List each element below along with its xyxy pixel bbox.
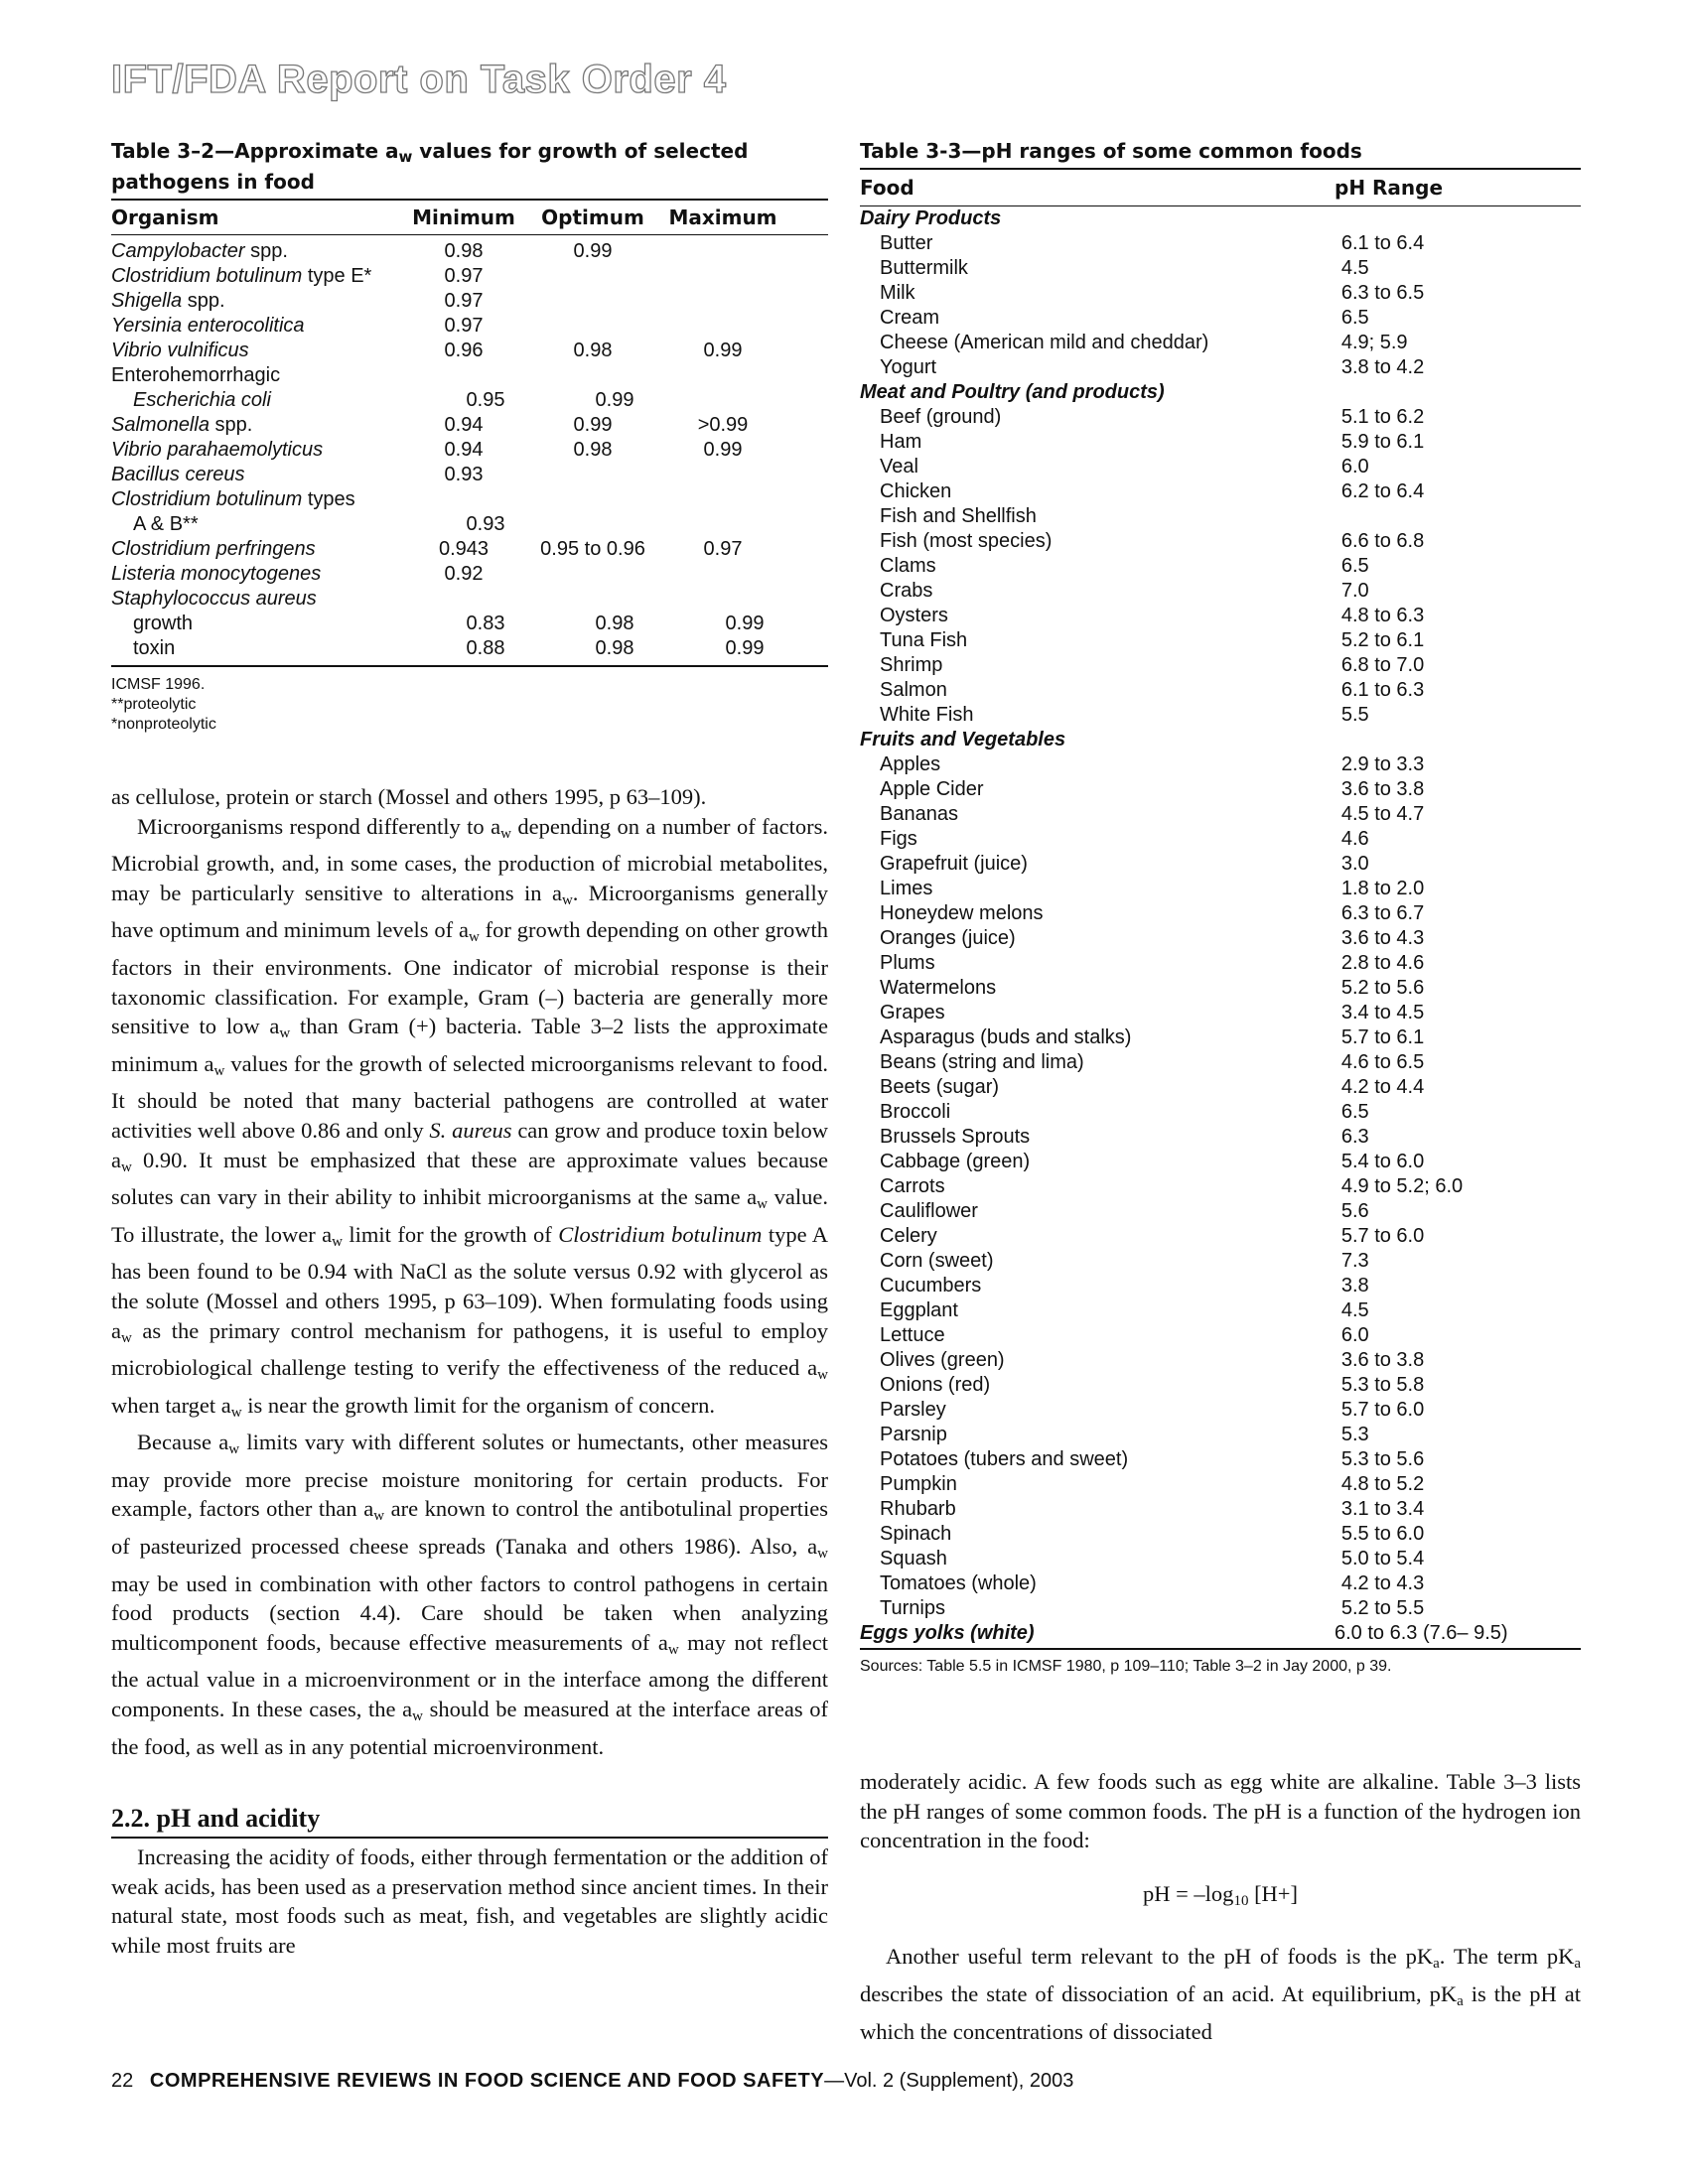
ph-cell: 5.3 to 5.8 [1340, 1374, 1425, 1396]
ph-cell: 3.8 [1340, 1275, 1369, 1297]
ph-cell: 1.8 to 2.0 [1340, 878, 1425, 899]
table-row [860, 951, 1581, 976]
ph-cell: 5.7 to 6.1 [1340, 1026, 1425, 1048]
table-row [111, 463, 828, 487]
optimum-cell: 0.99 [595, 389, 634, 411]
food-cell: Cream [880, 307, 940, 329]
table-header-row [111, 201, 828, 234]
table-row [860, 1348, 1581, 1373]
ph-cell: 6.2 to 6.4 [1340, 480, 1425, 502]
ph-cell: 4.9 to 5.2; 6.0 [1340, 1175, 1464, 1197]
ph-cell: 5.7 to 6.0 [1340, 1399, 1425, 1421]
table-row [860, 1174, 1581, 1199]
note: *nonproteolytic [111, 716, 216, 733]
food-cell: Olives (green) [880, 1349, 1005, 1371]
ph-cell: 3.6 to 4.3 [1340, 927, 1425, 949]
food-cell: Ham [880, 431, 922, 453]
table-row [860, 1398, 1581, 1423]
table-row [111, 512, 828, 537]
food-cell: Eggplant [880, 1299, 958, 1321]
table-row [860, 1274, 1581, 1298]
table-row [860, 1249, 1581, 1274]
ph-formula: pH = $-\log_{10}$ [H+] [1142, 1880, 1298, 1909]
table-row [111, 289, 828, 314]
table-3-3 [860, 168, 1581, 1650]
ph-cell: 3.6 to 3.8 [1340, 1349, 1425, 1371]
optimum-cell: 0.98 [573, 340, 613, 361]
ph-cell: 6.5 [1340, 555, 1369, 577]
organism-cell: Vibrio parahaemolyticus [111, 439, 324, 461]
table-row [860, 1150, 1581, 1174]
organism-cell: growth [133, 613, 194, 634]
food-cell: Oranges (juice) [880, 927, 1016, 949]
organism-cell: toxin [133, 637, 176, 659]
ph-cell: 5.3 to 5.6 [1340, 1448, 1425, 1470]
table-row [111, 438, 828, 463]
left-column [111, 139, 828, 1961]
food-cell: Spinach [880, 1523, 952, 1545]
table-row [111, 339, 828, 363]
food-cell: Fish and Shellfish [880, 505, 1037, 527]
minimum-cell: 0.92 [444, 563, 484, 585]
table-row [860, 628, 1581, 653]
food-cell: Salmon [880, 679, 947, 701]
food-cell: Grapes [880, 1002, 945, 1024]
organism-cell: Escherichia coli [133, 389, 271, 411]
food-cell: Apple Cider [880, 778, 984, 800]
table-3-2-caption: Table 3–2—Approximate $a_w$ values for growth of selected pathogens in food [111, 139, 749, 194]
ph-cell: 2.9 to 3.3 [1340, 753, 1425, 775]
ph-cell: 7.0 [1340, 580, 1369, 602]
ph-cell: 4.2 to 4.4 [1340, 1076, 1425, 1098]
food-cell: Beef (ground) [880, 406, 1002, 428]
column-header-optimum: Optimum [541, 205, 644, 229]
table-row [860, 1596, 1581, 1621]
food-cell: Cauliflower [880, 1200, 978, 1222]
table-row [860, 802, 1581, 827]
food-cell: Oysters [880, 605, 948, 626]
food-cell: Plums [880, 952, 935, 974]
food-cell: Celery [880, 1225, 937, 1247]
ph-cell: 3.8 to 4.2 [1340, 356, 1425, 378]
table-row [860, 1323, 1581, 1348]
ph-cell: 5.2 to 6.1 [1340, 629, 1425, 651]
category-row [860, 206, 1581, 231]
table-row [860, 1224, 1581, 1249]
ph-cell: 5.5 [1340, 704, 1369, 726]
ph-cell: 6.5 [1340, 1101, 1369, 1123]
ph-cell: 6.3 [1340, 1126, 1369, 1148]
ph-cell: 3.6 to 3.8 [1340, 778, 1425, 800]
food-cell: Crabs [880, 580, 933, 602]
table-row [860, 926, 1581, 951]
minimum-cell: 0.94 [444, 414, 484, 436]
table-row [860, 976, 1581, 1001]
food-cell: Turnips [880, 1597, 945, 1619]
table-row [111, 388, 828, 413]
maximum-cell: 0.99 [725, 637, 765, 659]
table-row [111, 264, 828, 289]
food-cell: Bananas [880, 803, 958, 825]
maximum-cell: 0.99 [703, 439, 743, 461]
table-row [860, 1075, 1581, 1100]
organism-cell: Listeria monocytogenes [111, 563, 322, 585]
journal-name: COMPREHENSIVE REVIEWS IN FOOD SCIENCE AND FOOD SAFETY [149, 2070, 825, 2092]
food-cell: Yogurt [880, 356, 937, 378]
ph-cell: 5.5 to 6.0 [1340, 1523, 1425, 1545]
food-cell: Pumpkin [880, 1473, 957, 1495]
food-cell: Carrots [880, 1175, 945, 1197]
paragraph: moderately acidic. A few foods such as egg white are alkaline. Table 3–3 lists the pH ranges of some common foods. The pH is a function of the hydrogen ion concentration in the food: [860, 1769, 1581, 1853]
food-cell: Meat and Poultry (and products) [860, 381, 1165, 403]
food-cell: Cheese (American mild and cheddar) [880, 332, 1209, 353]
table-3-3-sources: Sources: Table 5.5 in ICMSF 1980, p 109–110; Table 3–2 in Jay 2000, p 39. [860, 1658, 1392, 1675]
table-row [860, 331, 1581, 355]
table-row [860, 1100, 1581, 1125]
table-row [860, 777, 1581, 802]
table-row [860, 256, 1581, 281]
table-row [860, 430, 1581, 455]
ph-cell: 6.1 to 6.3 [1340, 679, 1425, 701]
table-row [111, 562, 828, 587]
food-cell: Limes [880, 878, 933, 899]
minimum-cell: 0.98 [444, 240, 484, 262]
food-cell: Buttermilk [880, 257, 968, 279]
table-row [860, 1571, 1581, 1596]
optimum-cell: 0.98 [573, 439, 613, 461]
minimum-cell: 0.97 [444, 265, 484, 287]
table-3-2 [111, 199, 828, 667]
table-header-row [860, 170, 1581, 205]
table-row [111, 537, 828, 562]
food-cell: Broccoli [880, 1101, 951, 1123]
food-cell: Lettuce [880, 1324, 945, 1346]
paragraph: Increasing the acidity of foods, either through fermentation or the addition of weak acids, has been used as a preservation method since ancient times. In their natural state, most foods such as meat, fish, and vegetables are slightly acidic while most fruits are [111, 1844, 828, 1958]
organism-cell: Staphylococcus aureus [111, 588, 317, 610]
table-row [860, 752, 1581, 777]
column-header-maximum: Maximum [668, 205, 777, 229]
food-cell: White Fish [880, 704, 974, 726]
ph-cell: 6.3 to 6.5 [1340, 282, 1425, 304]
food-cell: Honeydew melons [880, 902, 1044, 924]
paragraph: Microorganisms respond differently to $a_w$ depending on a number of factors. Microbial growth, and, in some cases, the production of microbial metabolites, may be particularly sensitive to alterations in $a_w$. Microorganisms generally have optimum and minimum levels of $a_w$ for growth depending on other growth factors in their environments. One indicator of microbial response is their taxonomic classification. For example, Gram (–) bacteria are generally more sensitive to low $a_w$ than Gram (+) bacteria. Table 3–2 lists the approximate minimum $a_w$ values for the growth of selected microorganisms relevant to food. It should be noted that many bacterial pathogens are controlled at water activities well above 0.86 and only S. aureus can grow and produce toxin below $a_w$ 0.90. It must be emphasized that these are approximate values because solutes can vary in their ability to inhibit microorganisms at the same $a_w$ value. To illustrate, the lower $a_w$ limit for the growth of Clostridium botulinum type A has been found to be 0.94 with NaCl as the solute versus 0.92 with glycerol as the solute (Mossel and others 1995, p 63–109). When formulating foods using $a_w$ as the primary control mechanism for pathogens, it is useful to employ microbiological challenge testing to verify the effectiveness of the reduced $a_w$ when target $a_w$ is near the growth limit for the organism of concern. [111, 813, 829, 1421]
food-cell: Parsley [880, 1399, 946, 1421]
ph-cell: 4.8 to 5.2 [1340, 1473, 1425, 1495]
table-row [111, 612, 828, 636]
food-cell: Shrimp [880, 654, 943, 676]
page-number: 22 [111, 2070, 134, 2092]
organism-cell: A & B** [133, 513, 199, 535]
paragraph: Another useful term relevant to the pH of foods is the $pK_a$. The term $pK_a$ describes the state of dissociation of an acid. At equilibrium, $pK_a$ is the pH at which the concentrations of dissociated [860, 1944, 1581, 2044]
ph-cell: 3.4 to 4.5 [1340, 1002, 1425, 1024]
section-heading: 2.2. pH and acidity [111, 1803, 828, 1839]
ph-cell: 2.8 to 4.6 [1340, 952, 1425, 974]
table-3-3-body [860, 206, 1581, 1646]
food-cell: Asparagus (buds and stalks) [880, 1026, 1132, 1048]
ph-cell: 6.0 [1340, 456, 1369, 478]
food-cell: Milk [880, 282, 915, 304]
table-row [860, 703, 1581, 728]
table-row [860, 1050, 1581, 1075]
ph-cell: 7.3 [1340, 1250, 1369, 1272]
food-cell: Grapefruit (juice) [880, 853, 1028, 875]
ph-cell: 5.3 [1340, 1424, 1369, 1445]
note: ICMSF 1996. [111, 676, 206, 693]
optimum-cell: 0.99 [573, 414, 613, 436]
food-cell: Parsnip [880, 1424, 947, 1445]
minimum-cell: 0.88 [466, 637, 505, 659]
ph-cell: 6.6 to 6.8 [1340, 530, 1425, 552]
right-body-text [860, 1767, 1581, 2046]
table-row [860, 852, 1581, 877]
organism-cell: Enterohemorrhagic [111, 364, 281, 386]
ph-cell: 5.2 to 5.6 [1340, 977, 1425, 999]
table-row [860, 504, 1581, 529]
ph-cell: 6.0 [1340, 1324, 1369, 1346]
minimum-cell: 0.96 [444, 340, 484, 361]
ph-cell: 5.9 to 6.1 [1340, 431, 1425, 453]
organism-cell: Clostridium botulinum types [111, 488, 355, 510]
food-cell: Veal [880, 456, 918, 478]
table-row [860, 479, 1581, 504]
table-row [860, 1447, 1581, 1472]
table-row [860, 231, 1581, 256]
ph-cell: 6.0 to 6.3 (7.6– 9.5) [1335, 1622, 1508, 1644]
left-body-text-2 [111, 1843, 828, 1960]
table-row [860, 554, 1581, 579]
food-cell: Clams [880, 555, 936, 577]
ph-cell: 5.7 to 6.0 [1340, 1225, 1425, 1247]
organism-cell: Yersinia enterocolitica [111, 315, 305, 337]
ph-cell: 6.8 to 7.0 [1340, 654, 1425, 676]
table-row [111, 314, 828, 339]
table-row [860, 1472, 1581, 1497]
column-header-food: Food [860, 176, 914, 200]
ph-cell: 3.1 to 3.4 [1340, 1498, 1425, 1520]
category-row [860, 728, 1581, 752]
ph-cell: 4.8 to 6.3 [1340, 605, 1425, 626]
food-cell: Butter [880, 232, 933, 254]
food-cell: Watermelons [880, 977, 997, 999]
minimum-cell: 0.97 [444, 315, 484, 337]
table-row [860, 877, 1581, 901]
food-cell: Figs [880, 828, 917, 850]
table-row [111, 363, 828, 388]
page-footer [111, 2070, 1073, 2093]
table-row [860, 1547, 1581, 1571]
minimum-cell: 0.93 [444, 464, 484, 485]
volume-info: —Vol. 2 (Supplement), 2003 [824, 2070, 1074, 2092]
ph-cell: 4.5 to 4.7 [1340, 803, 1425, 825]
ph-cell: 4.9; 5.9 [1340, 332, 1408, 353]
food-cell: Onions (red) [880, 1374, 991, 1396]
food-cell: Corn (sweet) [880, 1250, 994, 1272]
table-row [860, 1298, 1581, 1323]
food-cell: Brussels Sprouts [880, 1126, 1031, 1148]
right-column [860, 139, 1581, 2046]
food-cell: Cucumbers [880, 1275, 982, 1297]
table-row [860, 281, 1581, 306]
food-cell: Apples [880, 753, 941, 775]
table-row [111, 636, 828, 661]
ph-cell: 6.1 to 6.4 [1340, 232, 1425, 254]
optimum-cell: 0.98 [595, 637, 634, 659]
table-row [111, 487, 828, 512]
food-cell: Fish (most species) [880, 530, 1053, 552]
ph-cell: 6.3 to 6.7 [1340, 902, 1425, 924]
organism-cell: Salmonella spp. [111, 414, 253, 436]
table-row [860, 1497, 1581, 1522]
ph-cell: 5.6 [1340, 1200, 1369, 1222]
column-header-organism: Organism [111, 205, 219, 229]
minimum-cell: 0.943 [438, 538, 490, 560]
table-row [860, 355, 1581, 380]
table-row [860, 1199, 1581, 1224]
organism-cell: Shigella spp. [111, 290, 225, 312]
table-row [860, 1423, 1581, 1447]
column-header-minimum: Minimum [412, 205, 515, 229]
table-row [860, 1125, 1581, 1150]
table-row [860, 827, 1581, 852]
optimum-cell: 0.98 [595, 613, 634, 634]
organism-cell: Clostridium perfringens [111, 538, 316, 560]
minimum-cell: 0.94 [444, 439, 484, 461]
food-cell: Squash [880, 1548, 947, 1570]
table-row [860, 529, 1581, 554]
table-row [111, 413, 828, 438]
table-row [860, 653, 1581, 678]
food-cell: Fruits and Vegetables [860, 729, 1066, 751]
ph-cell: 4.2 to 4.3 [1340, 1572, 1425, 1594]
organism-cell: Vibrio vulnificus [111, 340, 249, 361]
table-row [860, 901, 1581, 926]
table-3-2-body [111, 239, 828, 661]
food-cell: Dairy Products [860, 207, 1002, 229]
table-row [111, 587, 828, 612]
ph-cell: 5.4 to 6.0 [1340, 1151, 1425, 1172]
optimum-cell: 0.99 [573, 240, 613, 262]
table-row [860, 405, 1581, 430]
table-3-2-notes [111, 675, 828, 735]
table-row [860, 604, 1581, 628]
food-cell: Tuna Fish [880, 629, 968, 651]
optimum-cell: 0.95 to 0.96 [540, 538, 645, 560]
food-cell: Potatoes (tubers and sweet) [880, 1448, 1129, 1470]
organism-cell: Campylobacter spp. [111, 240, 288, 262]
maximum-cell: 0.99 [703, 340, 743, 361]
left-body-text [111, 782, 828, 1761]
ph-cell: 5.2 to 5.5 [1340, 1597, 1425, 1619]
food-cell: Rhubarb [880, 1498, 956, 1520]
maximum-cell: >0.99 [697, 414, 749, 436]
maximum-cell: 0.97 [703, 538, 743, 560]
minimum-cell: 0.83 [466, 613, 505, 634]
food-cell: Beans (string and lima) [880, 1051, 1084, 1073]
ph-cell: 4.5 [1340, 1299, 1369, 1321]
category-row [860, 380, 1581, 405]
ph-cell: 5.0 to 5.4 [1340, 1548, 1425, 1570]
note: **proteolytic [111, 696, 197, 713]
maximum-cell: 0.99 [725, 613, 765, 634]
table-3-3-caption: Table 3-3—pH ranges of some common foods [860, 139, 1362, 163]
column-header-ph-range: pH Range [1335, 176, 1444, 200]
table-row [111, 239, 828, 264]
ph-cell: 4.6 to 6.5 [1340, 1051, 1425, 1073]
food-cell: Tomatoes (whole) [880, 1572, 1037, 1594]
minimum-cell: 0.97 [444, 290, 484, 312]
ph-cell: 6.5 [1340, 307, 1369, 329]
organism-cell: Bacillus cereus [111, 464, 245, 485]
paragraph: Because $a_w$ limits vary with different solutes or humectants, other measures may provide more precise moisture monitoring for certain products. For example, factors other than $a_w$ are known to control the antibotulinal properties of pasteurized processed cheese spreads (Tanaka and others 1986). Also, $a_w$ may be used in combination with other factors to control pathogens in certain food products (section 4.4). Care should be taken when analyzing multicomponent foods, because effective measurements of $a_w$ may not reflect the actual value in a microenvironment or in the interface among the different components. In these cases, the $a_w$ should be measured at the interface areas of the food, as well as in any potential microenvironment. [111, 1430, 828, 1759]
food-cell: Cabbage (green) [880, 1151, 1031, 1172]
ph-cell: 4.6 [1340, 828, 1369, 850]
ph-cell: 4.5 [1340, 257, 1369, 279]
table-row [860, 1001, 1581, 1025]
minimum-cell: 0.93 [466, 513, 505, 535]
table-row [860, 579, 1581, 604]
ph-cell: 3.0 [1340, 853, 1369, 875]
running-header: IFT/FDA Report on Task Order 4 [111, 58, 727, 101]
organism-cell: Clostridium botulinum type E* [111, 265, 372, 287]
food-cell: Beets (sugar) [880, 1076, 1000, 1098]
minimum-cell: 0.95 [466, 389, 505, 411]
table-row [860, 455, 1581, 479]
food-cell: Eggs yolks (white) [860, 1622, 1035, 1644]
table-row [860, 1522, 1581, 1547]
category-row [860, 1621, 1581, 1646]
ph-cell: 5.1 to 6.2 [1340, 406, 1425, 428]
table-row [860, 306, 1581, 331]
food-cell: Chicken [880, 480, 952, 502]
table-row [860, 1025, 1581, 1050]
paragraph: as cellulose, protein or starch (Mossel and others 1995, p 63–109). [111, 784, 707, 809]
table-row [860, 1373, 1581, 1398]
table-row [860, 678, 1581, 703]
